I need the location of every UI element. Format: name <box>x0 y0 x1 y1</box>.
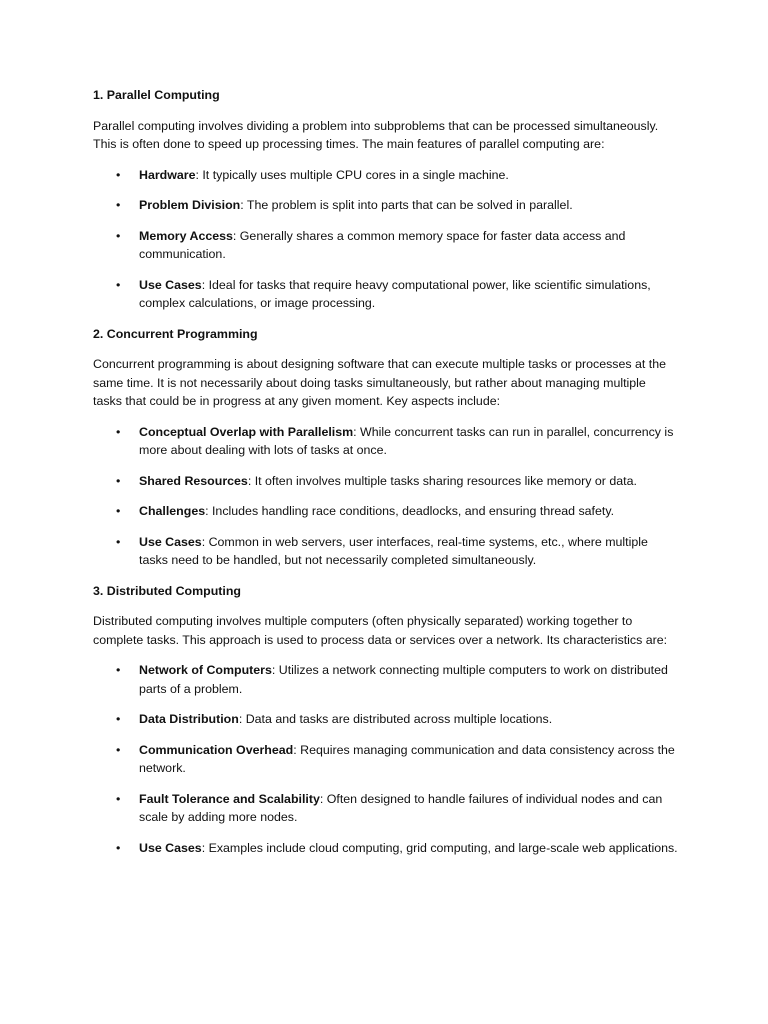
bullet-icon: • <box>116 228 121 243</box>
bullet-icon: • <box>116 504 121 518</box>
item-text: : Examples include cloud computing, grid computing, and large-scale web applications. <box>201 840 678 855</box>
item-term: Conceptual Overlap with Parallelism <box>139 424 354 439</box>
item-text: : It often involves multiple tasks sharing resources like memory or data. <box>247 473 637 488</box>
item-term: Use Cases <box>139 534 202 549</box>
item-term: Problem Division <box>139 198 241 212</box>
bullet-icon: • <box>116 167 121 182</box>
list-item <box>93 502 678 521</box>
item-text: : The problem is split into parts that can be solved in parallel. <box>240 198 573 212</box>
item-text: : Includes handling race conditions, deadlocks, and ensuring thread safety. <box>205 504 615 518</box>
bullet-icon: • <box>116 712 121 726</box>
item-text: : Common in web servers, user interfaces, real-time systems, etc., where multiple tasks need to be handled, but not necessarily completed simultaneously. <box>139 534 648 567</box>
section-heading: 2. Concurrent Programming <box>93 326 258 341</box>
bullet-icon: • <box>116 840 121 855</box>
bullet-icon: • <box>116 424 121 439</box>
bullet-icon: • <box>116 791 121 806</box>
feature-list <box>93 166 678 313</box>
section-heading: 1. Parallel Computing <box>93 88 220 102</box>
feature-list <box>93 661 678 857</box>
bullet-icon: • <box>116 534 121 549</box>
list-item <box>93 710 678 729</box>
list-item <box>93 839 678 858</box>
item-term: Challenges <box>139 504 206 518</box>
feature-list <box>93 423 678 570</box>
list-item <box>93 472 678 491</box>
list-item <box>93 227 678 264</box>
item-text: : Data and tasks are distributed across multiple locations. <box>238 712 553 726</box>
section-concurrent-programming <box>93 325 678 570</box>
item-term: Communication Overhead <box>139 742 294 757</box>
list-item <box>93 533 678 570</box>
list-item <box>93 196 678 215</box>
bullet-icon: • <box>116 277 121 292</box>
list-item <box>93 276 678 313</box>
item-term: Fault Tolerance and Scalability <box>139 791 320 806</box>
item-text: : Generally shares a common memory space for faster data access and communication. <box>139 228 626 261</box>
list-item <box>93 790 678 827</box>
bullet-icon: • <box>116 742 121 757</box>
section-heading: 3. Distributed Computing <box>93 583 241 598</box>
list-item <box>93 166 678 185</box>
item-term: Use Cases <box>139 277 202 292</box>
item-term: Shared Resources <box>139 473 248 488</box>
item-term: Data Distribution <box>139 712 239 726</box>
item-term: Hardware <box>139 167 196 182</box>
item-text: : It typically uses multiple CPU cores in a single machine. <box>195 167 509 182</box>
section-intro: Distributed computing involves multiple computers (often physically separated) working together to complete tasks. This approach is used to process data or services over a network. Its characteristics are: <box>93 614 668 647</box>
bullet-icon: • <box>116 198 121 212</box>
section-parallel-computing <box>93 86 678 313</box>
item-text: : Often designed to handle failures of individual nodes and can scale by adding more nodes. <box>139 791 663 824</box>
bullet-icon: • <box>116 473 121 488</box>
section-intro: Parallel computing involves dividing a problem into subproblems that can be processed simultaneously. This is often done to speed up processing times. The main features of parallel computing are: <box>93 118 659 151</box>
section-intro: Concurrent programming is about designing software that can execute multiple tasks or processes at the same time. It is not necessarily about doing tasks simultaneously, but rather about managing multiple tasks that could be in progress at any given moment. Key aspects include: <box>93 357 667 408</box>
item-text: : Ideal for tasks that require heavy computational power, like scientific simulations, complex calculations, or image processing. <box>139 277 651 310</box>
item-text: : While concurrent tasks can run in parallel, concurrency is more about dealing with lots of tasks at once. <box>139 424 674 457</box>
list-item <box>93 661 678 698</box>
section-distributed-computing <box>93 582 678 858</box>
item-text: : Requires managing communication and data consistency across the network. <box>139 742 675 775</box>
item-term: Memory Access <box>139 228 233 243</box>
item-text: : Utilizes a network connecting multiple computers to work on distributed parts of a problem. <box>139 663 668 696</box>
item-term: Use Cases <box>139 840 202 855</box>
bullet-icon: • <box>116 663 121 677</box>
list-item <box>93 423 678 460</box>
list-item <box>93 741 678 778</box>
item-term: Network of Computers <box>139 663 272 677</box>
